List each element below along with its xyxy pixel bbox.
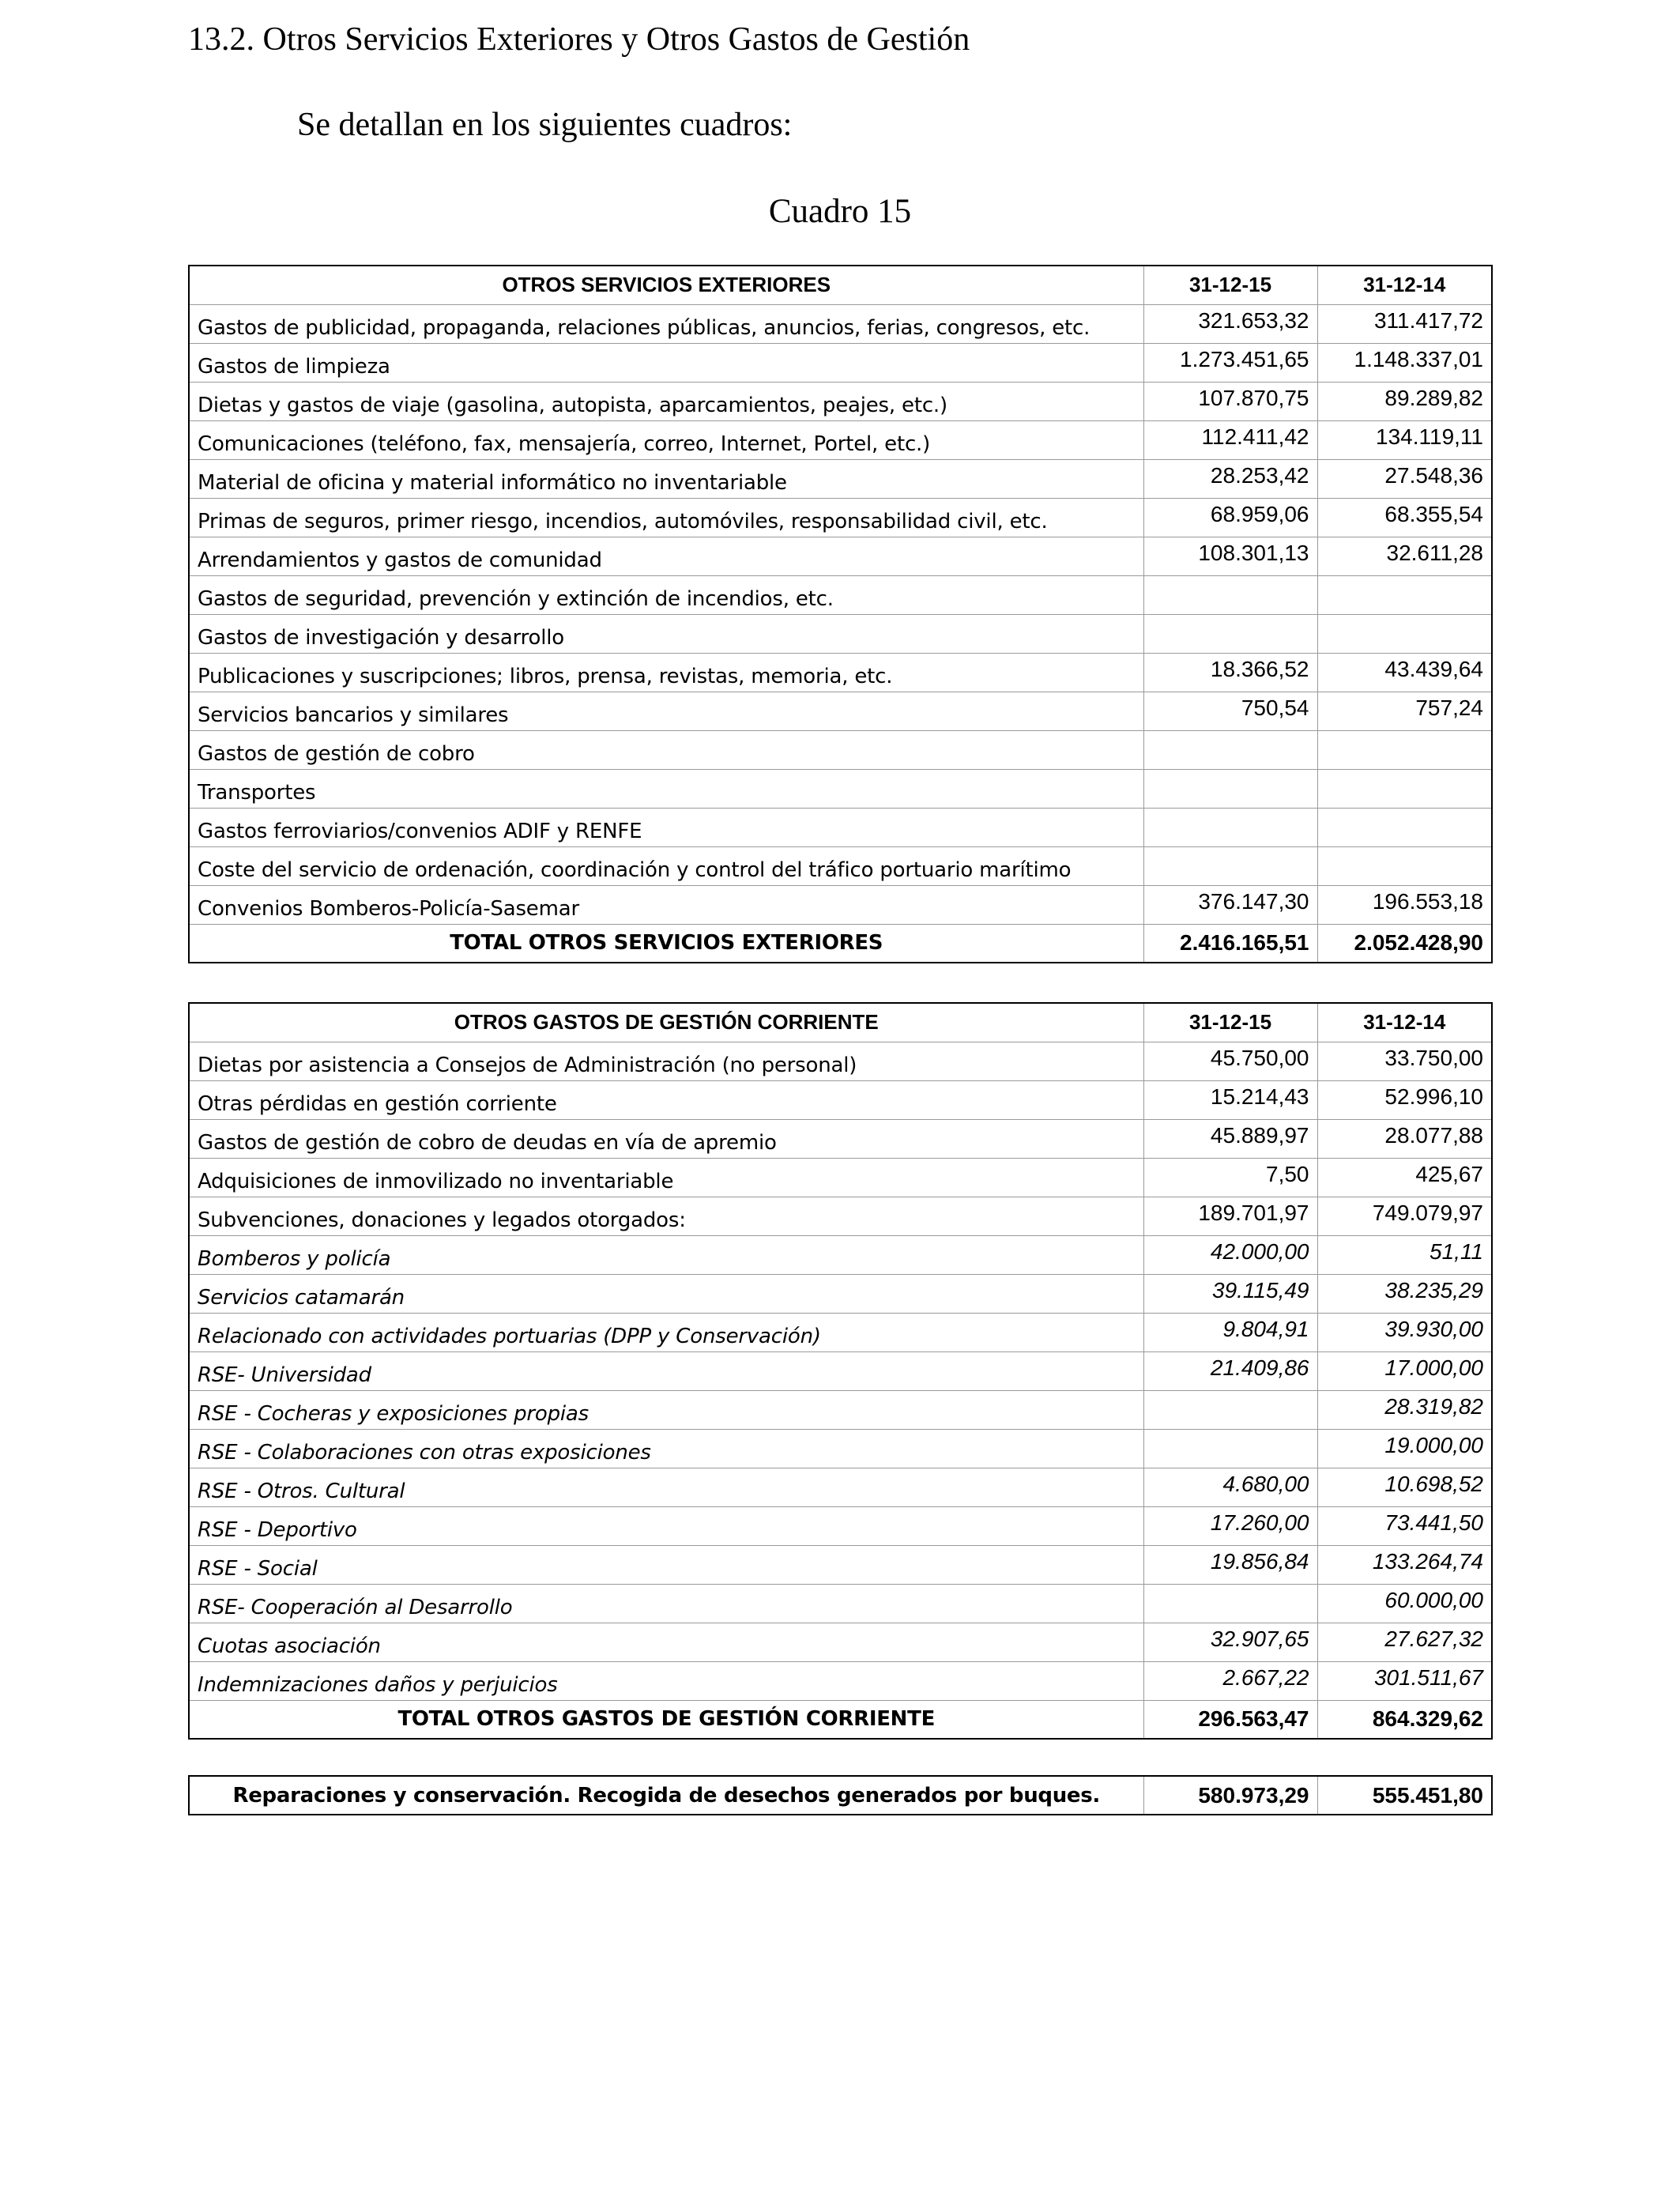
row-value-2014: 1.148.337,01 (1317, 343, 1492, 382)
table-row (189, 653, 1492, 692)
row-value-2015 (1143, 730, 1317, 769)
row-value-2015: 189.701,97 (1143, 1197, 1317, 1235)
row-label: Indemnizaciones daños y perjuicios (189, 1661, 1143, 1700)
row-label: Comunicaciones (teléfono, fax, mensajería, correo, Internet, Portel, etc.) (189, 420, 1143, 459)
row-value-2014 (1317, 846, 1492, 885)
row-value-2015: 32.907,65 (1143, 1623, 1317, 1661)
row-value-2015: 376.147,30 (1143, 885, 1317, 924)
row-label: Gastos de seguridad, prevención y extinción de incendios, etc. (189, 575, 1143, 614)
table-row (189, 1351, 1492, 1390)
row-value-2014 (1317, 808, 1492, 846)
header-label: OTROS GASTOS DE GESTIÓN CORRIENTE (189, 1003, 1143, 1042)
row-label: Arrendamientos y gastos de comunidad (189, 537, 1143, 575)
table-row (189, 304, 1492, 343)
total-value-2014: 864.329,62 (1317, 1700, 1492, 1739)
table-row (189, 1080, 1492, 1119)
row-value-2015 (1143, 808, 1317, 846)
table-row (189, 343, 1492, 382)
total-row (189, 1776, 1492, 1815)
row-label: Publicaciones y suscripciones; libros, prensa, revistas, memoria, etc. (189, 653, 1143, 692)
row-label: Servicios bancarios y similares (189, 692, 1143, 730)
header-col-2015: 31-12-15 (1143, 1003, 1317, 1042)
row-value-2014: 39.930,00 (1317, 1313, 1492, 1351)
row-value-2015: 68.959,06 (1143, 498, 1317, 537)
row-label: Gastos de limpieza (189, 343, 1143, 382)
table-row (189, 730, 1492, 769)
row-value-2014: 196.553,18 (1317, 885, 1492, 924)
row-label: Adquisiciones de inmovilizado no inventariable (189, 1158, 1143, 1197)
table-row (189, 1584, 1492, 1623)
row-label: Gastos de investigación y desarrollo (189, 614, 1143, 653)
total-value-2015: 580.973,29 (1143, 1776, 1317, 1815)
row-value-2014: 311.417,72 (1317, 304, 1492, 343)
total-value-2014: 555.451,80 (1317, 1776, 1492, 1815)
table-row (189, 1197, 1492, 1235)
table-row (189, 1390, 1492, 1429)
row-value-2015: 45.889,97 (1143, 1119, 1317, 1158)
table-row (189, 1468, 1492, 1506)
row-value-2014: 10.698,52 (1317, 1468, 1492, 1506)
row-label: Cuotas asociación (189, 1623, 1143, 1661)
row-value-2015: 28.253,42 (1143, 459, 1317, 498)
header-col-2014: 31-12-14 (1317, 266, 1492, 304)
row-value-2015: 321.653,32 (1143, 304, 1317, 343)
row-value-2015 (1143, 1390, 1317, 1429)
row-value-2015: 9.804,91 (1143, 1313, 1317, 1351)
row-label: Gastos de gestión de cobro de deudas en vía de apremio (189, 1119, 1143, 1158)
row-label: Convenios Bomberos-Policía-Sasemar (189, 885, 1143, 924)
table-header-row (189, 266, 1492, 304)
table-row (189, 692, 1492, 730)
section-heading: 13.2. Otros Servicios Exteriores y Otros Gastos de Gestión (188, 21, 970, 58)
table-caption: Cuadro 15 (768, 193, 912, 230)
total-label: TOTAL OTROS SERVICIOS EXTERIORES (189, 924, 1143, 963)
row-value-2015: 15.214,43 (1143, 1080, 1317, 1119)
row-value-2015: 108.301,13 (1143, 537, 1317, 575)
otros-servicios-exteriores-table (188, 265, 1493, 963)
table-row (189, 1506, 1492, 1545)
table-row (189, 1545, 1492, 1584)
total-row (189, 924, 1492, 963)
row-value-2015 (1143, 1584, 1317, 1623)
row-value-2014: 51,11 (1317, 1235, 1492, 1274)
row-value-2015: 107.870,75 (1143, 382, 1317, 420)
row-value-2014: 52.996,10 (1317, 1080, 1492, 1119)
total-row (189, 1700, 1492, 1739)
table-row (189, 1274, 1492, 1313)
row-value-2015 (1143, 846, 1317, 885)
row-value-2014 (1317, 769, 1492, 808)
header-label: OTROS SERVICIOS EXTERIORES (189, 266, 1143, 304)
row-value-2014: 33.750,00 (1317, 1042, 1492, 1080)
row-value-2014: 60.000,00 (1317, 1584, 1492, 1623)
header-col-2014: 31-12-14 (1317, 1003, 1492, 1042)
row-label: Servicios catamarán (189, 1274, 1143, 1313)
table-row (189, 1119, 1492, 1158)
total-label: Reparaciones y conservación. Recogida de desechos generados por buques. (189, 1776, 1143, 1815)
row-label: RSE- Cooperación al Desarrollo (189, 1584, 1143, 1623)
row-value-2014: 89.289,82 (1317, 382, 1492, 420)
row-label: Dietas y gastos de viaje (gasolina, autopista, aparcamientos, peajes, etc.) (189, 382, 1143, 420)
row-value-2014: 28.319,82 (1317, 1390, 1492, 1429)
otros-gastos-gestion-table (188, 1002, 1493, 1740)
row-value-2014: 749.079,97 (1317, 1197, 1492, 1235)
table-row (189, 1158, 1492, 1197)
row-label: Dietas por asistencia a Consejos de Administración (no personal) (189, 1042, 1143, 1080)
row-value-2015: 2.667,22 (1143, 1661, 1317, 1700)
row-label: Bomberos y policía (189, 1235, 1143, 1274)
table-row (189, 575, 1492, 614)
row-value-2015: 45.750,00 (1143, 1042, 1317, 1080)
total-label: TOTAL OTROS GASTOS DE GESTIÓN CORRIENTE (189, 1700, 1143, 1739)
row-value-2014: 425,67 (1317, 1158, 1492, 1197)
row-label: Gastos de gestión de cobro (189, 730, 1143, 769)
total-value-2015: 296.563,47 (1143, 1700, 1317, 1739)
row-value-2014: 27.548,36 (1317, 459, 1492, 498)
table-row (189, 1429, 1492, 1468)
row-value-2014: 28.077,88 (1317, 1119, 1492, 1158)
row-label: Subvenciones, donaciones y legados otorgados: (189, 1197, 1143, 1235)
row-label: RSE - Deportivo (189, 1506, 1143, 1545)
row-value-2014 (1317, 575, 1492, 614)
row-label: Material de oficina y material informático no inventariable (189, 459, 1143, 498)
row-value-2014: 17.000,00 (1317, 1351, 1492, 1390)
row-label: RSE - Cocheras y exposiciones propias (189, 1390, 1143, 1429)
row-value-2014 (1317, 614, 1492, 653)
row-label: Gastos de publicidad, propaganda, relaciones públicas, anuncios, ferias, congresos, etc. (189, 304, 1143, 343)
header-col-2015: 31-12-15 (1143, 266, 1317, 304)
reparaciones-table (188, 1775, 1493, 1815)
row-value-2015: 39.115,49 (1143, 1274, 1317, 1313)
row-value-2014: 301.511,67 (1317, 1661, 1492, 1700)
table-row (189, 769, 1492, 808)
table-row (189, 382, 1492, 420)
row-value-2015: 21.409,86 (1143, 1351, 1317, 1390)
row-value-2014: 27.627,32 (1317, 1623, 1492, 1661)
row-value-2015: 112.411,42 (1143, 420, 1317, 459)
row-value-2015: 17.260,00 (1143, 1506, 1317, 1545)
row-value-2015: 18.366,52 (1143, 653, 1317, 692)
total-value-2015: 2.416.165,51 (1143, 924, 1317, 963)
table-row (189, 885, 1492, 924)
row-value-2015: 42.000,00 (1143, 1235, 1317, 1274)
row-value-2014: 133.264,74 (1317, 1545, 1492, 1584)
row-value-2014: 73.441,50 (1317, 1506, 1492, 1545)
row-label: Transportes (189, 769, 1143, 808)
row-label: Relacionado con actividades portuarias (DPP y Conservación) (189, 1313, 1143, 1351)
row-label: RSE - Colaboraciones con otras exposiciones (189, 1429, 1143, 1468)
row-label: Gastos ferroviarios/convenios ADIF y RENFE (189, 808, 1143, 846)
row-label: RSE - Social (189, 1545, 1143, 1584)
table-row (189, 420, 1492, 459)
row-label: Coste del servicio de ordenación, coordinación y control del tráfico portuario marítimo (189, 846, 1143, 885)
row-value-2014: 757,24 (1317, 692, 1492, 730)
table-row (189, 537, 1492, 575)
row-value-2014: 19.000,00 (1317, 1429, 1492, 1468)
row-value-2015 (1143, 769, 1317, 808)
row-label: RSE - Otros. Cultural (189, 1468, 1143, 1506)
table-row (189, 808, 1492, 846)
table-row (189, 846, 1492, 885)
table-row (189, 614, 1492, 653)
row-label: RSE- Universidad (189, 1351, 1143, 1390)
row-value-2014: 32.611,28 (1317, 537, 1492, 575)
row-label: Primas de seguros, primer riesgo, incendios, automóviles, responsabilidad civil, etc. (189, 498, 1143, 537)
row-value-2015 (1143, 614, 1317, 653)
row-value-2014: 68.355,54 (1317, 498, 1492, 537)
row-value-2015 (1143, 1429, 1317, 1468)
row-label: Otras pérdidas en gestión corriente (189, 1080, 1143, 1119)
row-value-2014: 134.119,11 (1317, 420, 1492, 459)
table-row (189, 1235, 1492, 1274)
total-value-2014: 2.052.428,90 (1317, 924, 1492, 963)
table-header-row (189, 1003, 1492, 1042)
table-row (189, 1313, 1492, 1351)
row-value-2015: 7,50 (1143, 1158, 1317, 1197)
table-row (189, 1042, 1492, 1080)
table-row (189, 498, 1492, 537)
row-value-2014: 38.235,29 (1317, 1274, 1492, 1313)
intro-text: Se detallan en los siguientes cuadros: (297, 107, 793, 143)
row-value-2014 (1317, 730, 1492, 769)
table-row (189, 1661, 1492, 1700)
row-value-2015: 1.273.451,65 (1143, 343, 1317, 382)
table-row (189, 1623, 1492, 1661)
row-value-2015: 19.856,84 (1143, 1545, 1317, 1584)
table-row (189, 459, 1492, 498)
row-value-2015 (1143, 575, 1317, 614)
row-value-2014: 43.439,64 (1317, 653, 1492, 692)
row-value-2015: 4.680,00 (1143, 1468, 1317, 1506)
row-value-2015: 750,54 (1143, 692, 1317, 730)
